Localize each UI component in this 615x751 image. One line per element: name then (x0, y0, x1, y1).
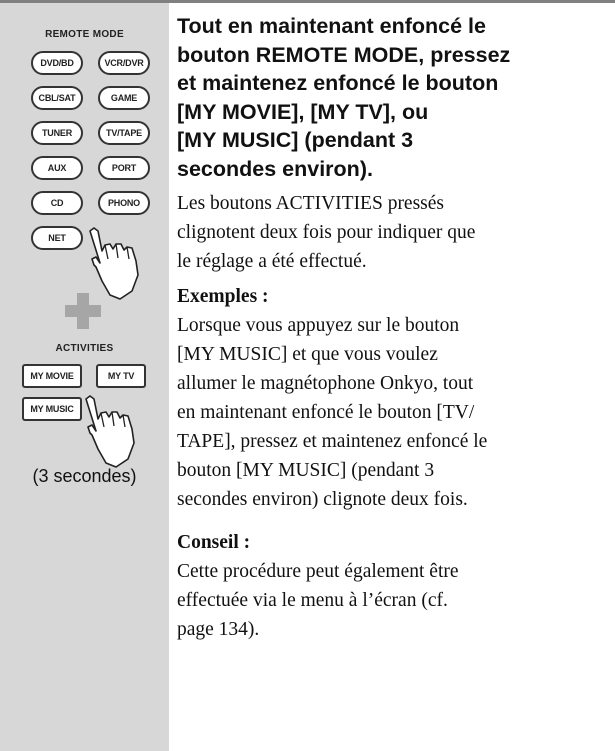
text-line: bouton [MY MUSIC] (pendant 3 (177, 460, 435, 481)
port-button[interactable]: PORT (98, 156, 150, 180)
dvd-bd-button[interactable]: DVD/BD (31, 51, 83, 75)
examples-paragraph (177, 311, 609, 514)
remote-illustration-panel (0, 3, 169, 751)
hold-duration-caption: (3 secondes) (32, 466, 137, 486)
aux-button[interactable]: AUX (31, 156, 83, 180)
heading-line: [MY MOVIE], [MY TV], ou (177, 99, 429, 124)
text-line: en maintenant enfoncé le bouton [TV/ (177, 402, 475, 423)
my-tv-button[interactable]: MY TV (96, 364, 146, 388)
text-line: TAPE], pressez et maintenez enfoncé le (177, 431, 488, 452)
tip-title: Conseil : (177, 532, 251, 553)
text-line: allumer le magnétophone Onkyo, tout (177, 373, 474, 394)
my-movie-button[interactable]: MY MOVIE (22, 364, 82, 388)
intro-paragraph (177, 189, 609, 276)
text-line: Cette procédure peut également être (177, 561, 459, 582)
activities-label: ACTIVITIES (55, 343, 114, 354)
text-line: Lorsque vous appuyez sur le bouton (177, 315, 460, 336)
hand-press-icon (80, 393, 160, 473)
instructions-column (177, 12, 609, 644)
tv-tape-button[interactable]: TV/TAPE (98, 121, 150, 145)
text-line: [MY MUSIC] et que vous voulez (177, 344, 438, 365)
text-line: effectuée via le menu à l’écran (cf. (177, 590, 448, 611)
tip-paragraph (177, 557, 609, 644)
text-line: clignotent deux fois pour indiquer que (177, 222, 476, 243)
heading-line: secondes environ). (177, 156, 373, 181)
examples-title: Exemples : (177, 286, 269, 307)
text-line: secondes environ) clignote deux fois. (177, 489, 468, 510)
heading-line: et maintenez enfoncé le bouton (177, 71, 499, 95)
heading-line: [MY MUSIC] (pendant 3 (177, 128, 414, 152)
text-line: Les boutons ACTIVITIES pressés (177, 193, 445, 214)
heading-line: bouton REMOTE MODE, pressez (177, 42, 511, 67)
phono-button[interactable]: PHONO (98, 191, 150, 215)
remote-mode-label: REMOTE MODE (45, 29, 124, 40)
tuner-button[interactable]: TUNER (31, 121, 83, 145)
net-button[interactable]: NET (31, 226, 83, 250)
step-heading (177, 12, 609, 183)
text-line: page 134). (177, 619, 260, 640)
my-music-button[interactable]: MY MUSIC (22, 397, 82, 421)
game-button[interactable]: GAME (98, 86, 150, 110)
cbl-sat-button[interactable]: CBL/SAT (31, 86, 83, 110)
vcr-dvr-button[interactable]: VCR/DVR (98, 51, 150, 75)
heading-line: Tout en maintenant enfoncé le (177, 14, 486, 38)
plus-icon (65, 293, 101, 329)
cd-button[interactable]: CD (31, 191, 83, 215)
text-line: le réglage a été effectué. (177, 251, 367, 272)
